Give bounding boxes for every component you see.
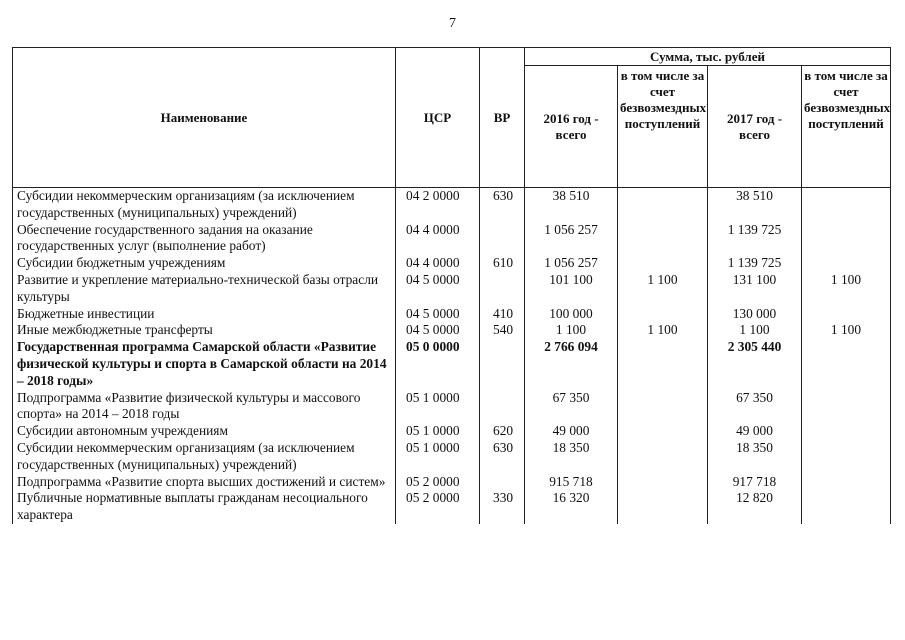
table-row — [13, 440, 891, 474]
row-csr: 04 4 0000 — [396, 255, 480, 272]
row-vr — [480, 390, 525, 424]
row-2017-total: 67 350 — [708, 390, 802, 424]
table-row — [13, 306, 891, 323]
row-2017-free — [802, 188, 891, 222]
row-2016-total: 18 350 — [525, 440, 618, 474]
row-2016-total: 38 510 — [525, 188, 618, 222]
table-row — [13, 423, 891, 440]
table-row — [13, 222, 891, 256]
row-csr: 04 4 0000 — [396, 222, 480, 256]
row-2016-total: 1 100 — [525, 322, 618, 339]
row-name: Публичные нормативные выплаты гражданам несоциального характера — [13, 490, 396, 524]
table-row — [13, 390, 891, 424]
row-2017-total: 49 000 — [708, 423, 802, 440]
table-row — [13, 490, 891, 524]
row-vr: 630 — [480, 440, 525, 474]
row-name: Субсидии автономным учреждениям — [13, 423, 396, 440]
row-2017-free — [802, 440, 891, 474]
row-2017-free — [802, 390, 891, 424]
row-vr: 630 — [480, 188, 525, 222]
row-2016-total: 67 350 — [525, 390, 618, 424]
row-2016-free — [618, 490, 708, 524]
row-2016-free — [618, 474, 708, 491]
row-2017-free — [802, 222, 891, 256]
row-2017-total: 1 139 725 — [708, 255, 802, 272]
header-sum-group: Сумма, тыс. рублей — [525, 48, 891, 66]
page-number: 7 — [449, 16, 456, 31]
row-name: Субсидии некоммерческим организациям (за исключением государственных (муниципальных) учреждений) — [13, 188, 396, 222]
row-2016-free — [618, 306, 708, 323]
header-name: Наименование — [13, 48, 396, 188]
row-2016-free — [618, 423, 708, 440]
row-vr — [480, 272, 525, 306]
row-csr: 05 1 0000 — [396, 423, 480, 440]
budget-table — [12, 47, 891, 524]
row-2016-total: 1 056 257 — [525, 222, 618, 256]
row-csr: 05 2 0000 — [396, 490, 480, 524]
row-2016-free — [618, 188, 708, 222]
row-name: Бюджетные инвестиции — [13, 306, 396, 323]
row-2016-free: 1 100 — [618, 272, 708, 306]
header-2017-free: в том числе за счет безвозмездных поступлений — [802, 66, 891, 188]
row-2016-free — [618, 339, 708, 389]
row-name: Субсидии бюджетным учреждениям — [13, 255, 396, 272]
row-csr: 04 5 0000 — [396, 272, 480, 306]
row-2016-total: 2 766 094 — [525, 339, 618, 389]
row-csr: 04 2 0000 — [396, 188, 480, 222]
row-2017-free — [802, 255, 891, 272]
row-2017-total: 18 350 — [708, 440, 802, 474]
row-2016-total: 49 000 — [525, 423, 618, 440]
row-2017-total: 130 000 — [708, 306, 802, 323]
header-2016-free: в том числе за счет безвозмездных поступлений — [618, 66, 708, 188]
row-2017-total: 917 718 — [708, 474, 802, 491]
header-vr: ВР — [480, 48, 525, 188]
table-row — [13, 339, 891, 389]
row-2016-total: 1 056 257 — [525, 255, 618, 272]
row-2017-free — [802, 474, 891, 491]
row-2016-free — [618, 222, 708, 256]
row-csr: 05 1 0000 — [396, 390, 480, 424]
row-2016-total: 16 320 — [525, 490, 618, 524]
row-2017-free: 1 100 — [802, 272, 891, 306]
row-vr — [480, 339, 525, 389]
row-2017-free: 1 100 — [802, 322, 891, 339]
row-2017-total: 131 100 — [708, 272, 802, 306]
header-2016-total: 2016 год - всего — [525, 66, 618, 188]
row-name: Развитие и укрепление материально-технической базы отрасли культуры — [13, 272, 396, 306]
table-row — [13, 322, 891, 339]
row-vr: 540 — [480, 322, 525, 339]
header-csr: ЦСР — [396, 48, 480, 188]
table-row — [13, 255, 891, 272]
row-vr: 610 — [480, 255, 525, 272]
row-name: Иные межбюджетные трансферты — [13, 322, 396, 339]
row-name: Подпрограмма «Развитие физической культуры и массового спорта» на 2014 – 2018 годы — [13, 390, 396, 424]
table-row — [13, 474, 891, 491]
row-csr: 04 5 0000 — [396, 322, 480, 339]
row-csr: 05 0 0000 — [396, 339, 480, 389]
row-2017-free — [802, 423, 891, 440]
row-2017-free — [802, 490, 891, 524]
table-row — [13, 188, 891, 222]
row-2017-free — [802, 306, 891, 323]
row-name: Подпрограмма «Развитие спорта высших достижений и систем» — [13, 474, 396, 491]
table-row — [13, 272, 891, 306]
row-2016-total: 101 100 — [525, 272, 618, 306]
row-2017-total: 38 510 — [708, 188, 802, 222]
row-2017-total: 1 100 — [708, 322, 802, 339]
header-2017-total: 2017 год - всего — [708, 66, 802, 188]
row-vr: 330 — [480, 490, 525, 524]
row-name: Обеспечение государственного задания на оказание государственных услуг (выполнение работ) — [13, 222, 396, 256]
row-2016-total: 915 718 — [525, 474, 618, 491]
row-2016-free — [618, 440, 708, 474]
row-2016-free — [618, 255, 708, 272]
row-2017-free — [802, 339, 891, 389]
row-2017-total: 2 305 440 — [708, 339, 802, 389]
row-2017-total: 12 820 — [708, 490, 802, 524]
row-csr: 04 5 0000 — [396, 306, 480, 323]
row-2017-total: 1 139 725 — [708, 222, 802, 256]
row-vr: 620 — [480, 423, 525, 440]
row-name: Субсидии некоммерческим организациям (за исключением государственных (муниципальных) учреждений) — [13, 440, 396, 474]
row-vr — [480, 474, 525, 491]
row-2016-free — [618, 390, 708, 424]
row-csr: 05 2 0000 — [396, 474, 480, 491]
row-vr — [480, 222, 525, 256]
row-name: Государственная программа Самарской области «Развитие физической культуры и спорта в Самарской области на 2014 – 2018 годы» — [13, 339, 396, 389]
row-csr: 05 1 0000 — [396, 440, 480, 474]
row-2016-total: 100 000 — [525, 306, 618, 323]
row-2016-free: 1 100 — [618, 322, 708, 339]
row-vr: 410 — [480, 306, 525, 323]
